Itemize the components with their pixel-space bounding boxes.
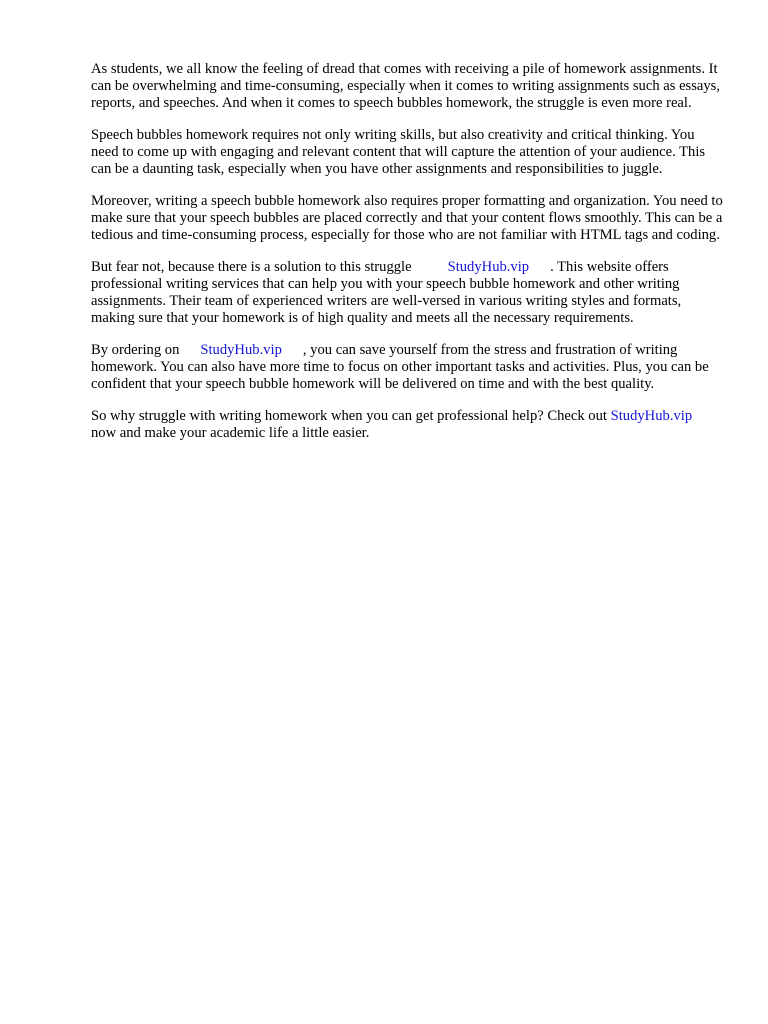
paragraph-formatting-text: Moreover, writing a speech bubble homework also requires proper formatting and organization. You need to make sure that your speech bubbles are placed correctly and that your content flows smoothly. This can be a tedious and time-consuming process, especially for those who are not familiar with HTML tags and coding. <box>91 193 723 243</box>
paragraph-closing-text-end: now and make your academic life a little easier. <box>91 425 370 441</box>
paragraph-requirements-text: Speech bubbles homework requires not only writing skills, but also creativity and critical thinking. You need to come up with engaging and relevant content that will capture the attention of your audience. This can be a daunting task, especially when you have other assignments and responsibilities to juggle. <box>91 127 706 177</box>
paragraph-solution <box>91 259 723 327</box>
paragraph-ordering <box>91 342 723 393</box>
studyhub-link[interactable]: StudyHub.vip <box>610 408 693 424</box>
paragraph-formatting <box>91 193 723 244</box>
paragraph-intro-text: As students, we all know the feeling of dread that comes with receiving a pile of homework assignments. It can be overwhelming and time-consuming, especially when it comes to writing assignments such as essays, reports, and speeches. And when it comes to speech bubbles homework, the struggle is even more real. <box>91 61 721 111</box>
paragraph-closing-text-start: So why struggle with writing homework when you can get professional help? Check out <box>91 408 607 424</box>
paragraph-solution-text-end: . This website offers professional writing services that can help you with your speech bubble homework and other writing assignments. Their team of experienced writers are well-versed in various writing styles and formats, making sure that your homework is of high quality and meets all the necessary requirements. <box>91 259 682 326</box>
studyhub-link[interactable]: StudyHub.vip <box>200 342 282 358</box>
paragraph-requirements <box>91 127 723 178</box>
studyhub-link[interactable]: StudyHub.vip <box>447 259 530 275</box>
document-page <box>91 61 723 457</box>
paragraph-solution-text-start: But fear not, because there is a solution to this struggle <box>91 259 412 275</box>
paragraph-closing <box>91 408 723 442</box>
paragraph-intro <box>91 61 723 112</box>
paragraph-ordering-text-end: , you can save yourself from the stress and frustration of writing homework. You can also have more time to focus on other important tasks and activities. Plus, you can be confident that your speech bubble homework will be delivered on time and with the best quality. <box>91 342 709 392</box>
paragraph-ordering-text-start: By ordering on <box>91 342 180 358</box>
